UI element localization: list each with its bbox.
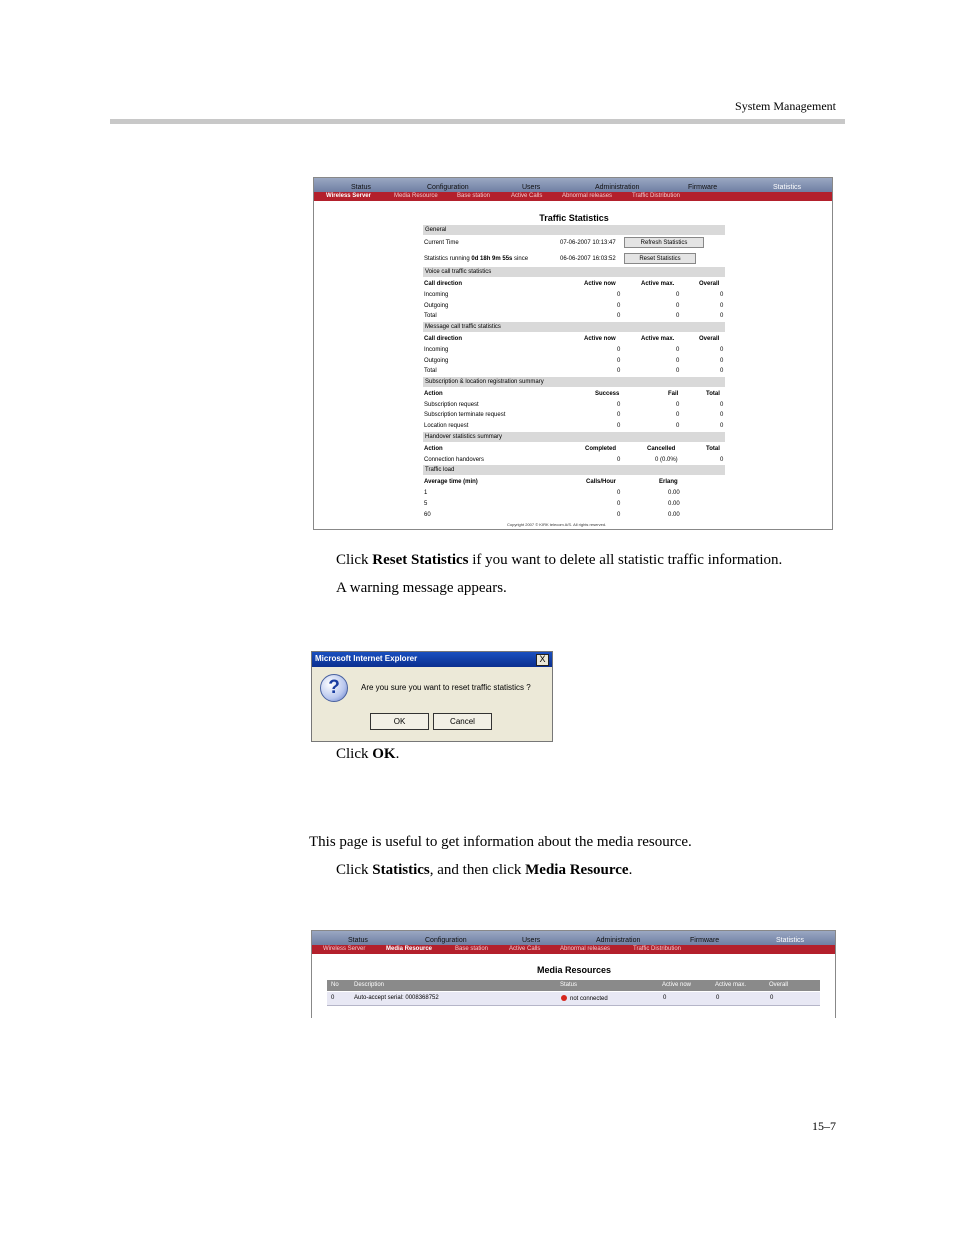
message-row-label: Total xyxy=(424,368,437,374)
voice-row-value: 0 xyxy=(617,313,621,319)
close-icon[interactable]: X xyxy=(536,654,549,666)
load-row-label: 1 xyxy=(424,490,428,496)
load-row-value: 0 xyxy=(617,501,621,507)
p5-mid: , and then click xyxy=(429,862,526,878)
col-active-now: Active now xyxy=(662,982,692,988)
p1-post: if you want to delete all statistic traffic information. xyxy=(468,552,783,568)
ok-button[interactable]: OK xyxy=(370,713,429,730)
load-row-label: 5 xyxy=(424,501,428,507)
cancel-button[interactable]: Cancel xyxy=(433,713,492,730)
nav-status[interactable]: Status xyxy=(351,184,371,191)
load-row-label: 60 xyxy=(424,512,431,518)
statistics-running xyxy=(424,255,528,263)
load-header: Calls/Hour xyxy=(586,479,617,485)
message-row-label: Outgoing xyxy=(424,358,449,364)
handover-header: Completed xyxy=(585,446,617,452)
p1-pre: Click xyxy=(336,552,373,568)
nav-users[interactable]: Users xyxy=(522,184,541,191)
subscription-row-value: 0 xyxy=(720,412,724,418)
p3-bold: OK xyxy=(372,746,396,762)
current-time-label: Current Time xyxy=(424,240,459,246)
voice-row-value: 0 xyxy=(720,303,724,309)
subnav-wireless-server[interactable]: Wireless Server xyxy=(326,193,371,199)
copyright: Copyright 2007 © KIRK telecom A/S. All rights reserved. xyxy=(507,522,607,527)
load-header: Erlang xyxy=(659,479,678,485)
nav-statistics[interactable]: Statistics xyxy=(773,184,802,191)
section-message: Message call traffic statistics xyxy=(423,322,725,332)
sub-nav xyxy=(312,945,835,954)
subscription-row-label: Subscription request xyxy=(424,402,479,408)
subscription-row-value: 0 xyxy=(617,412,621,418)
voice-header: Active max. xyxy=(641,281,675,287)
load-row-value: 0.00 xyxy=(668,512,680,518)
voice-row-value: 0 xyxy=(676,303,680,309)
media-resources-title: Media Resources xyxy=(536,965,612,975)
cell-overall: 0 xyxy=(770,995,774,1001)
p5-bold1: Statistics xyxy=(372,862,430,878)
message-header: Call direction xyxy=(424,336,463,342)
voice-row-label: Incoming xyxy=(424,292,449,298)
subscription-row-value: 0 xyxy=(676,412,680,418)
subscription-row-value: 0 xyxy=(720,402,724,408)
dialog-title: Microsoft Internet Explorer xyxy=(315,654,418,663)
subscription-header: Total xyxy=(706,391,720,397)
message-row-value: 0 xyxy=(676,347,680,353)
handover-row-value: 0 xyxy=(617,457,621,463)
handover-header: Cancelled xyxy=(647,446,676,452)
cell-status: not connected xyxy=(570,996,608,1002)
subscription-row-label: Subscription terminate request xyxy=(424,412,506,418)
message-row-value: 0 xyxy=(617,358,621,364)
nav-status[interactable]: Status xyxy=(348,937,368,944)
refresh-statistics-button[interactable]: Refresh Statistics xyxy=(624,237,704,248)
sub-nav xyxy=(314,192,832,201)
voice-row-value: 0 xyxy=(720,292,724,298)
p5-pre: Click xyxy=(336,862,373,878)
handover-header: Total xyxy=(706,446,720,452)
voice-row-label: Outgoing xyxy=(424,303,449,309)
subscription-row-label: Location request xyxy=(424,423,469,429)
load-row-value: 0 xyxy=(617,490,621,496)
subscription-header: Success xyxy=(595,391,620,397)
subnav-traffic-distribution[interactable]: Traffic Distribution xyxy=(633,946,682,952)
load-row-value: 0.00 xyxy=(668,501,680,507)
voice-row-label: Total xyxy=(424,313,437,319)
voice-header: Overall xyxy=(699,281,720,287)
cell-description: Auto-accept serial: 0008368752 xyxy=(354,995,439,1001)
subnav-abnormal-releases[interactable]: Abnormal releases xyxy=(560,946,611,952)
p5-bold2: Media Resource xyxy=(525,862,629,878)
section-voice: Voice call traffic statistics xyxy=(423,267,725,277)
voice-row-value: 0 xyxy=(617,303,621,309)
col-description: Description xyxy=(354,982,385,988)
main-nav xyxy=(314,178,832,192)
message-row-value: 0 xyxy=(720,347,724,353)
section-handover: Handover statistics summary xyxy=(423,432,725,442)
subnav-base-station[interactable]: Base station xyxy=(457,193,491,199)
message-header: Active now xyxy=(584,336,616,342)
subnav-base-station[interactable]: Base station xyxy=(455,946,489,952)
running-duration: 0d 18h 9m 55s xyxy=(471,256,513,262)
voice-row-value: 0 xyxy=(676,292,680,298)
nav-administration[interactable]: Administration xyxy=(596,937,641,944)
nav-firmware[interactable]: Firmware xyxy=(688,184,718,191)
paragraph-media-intro: This page is useful to get information about the media resource. xyxy=(309,834,692,850)
traffic-statistics-screenshot xyxy=(313,177,833,530)
confirm-dialog xyxy=(311,651,553,742)
page-number: 15–7 xyxy=(812,1119,836,1133)
subnav-wireless-server[interactable]: Wireless Server xyxy=(323,946,366,952)
paragraph-warning: A warning message appears. xyxy=(336,580,507,596)
current-time-value: 07-06-2007 10:13:47 xyxy=(560,240,616,246)
paragraph-click-ok xyxy=(336,746,399,763)
subnav-media-resource[interactable]: Media Resource xyxy=(386,946,433,952)
nav-statistics[interactable]: Statistics xyxy=(776,937,805,944)
nav-configuration[interactable]: Configuration xyxy=(425,937,467,944)
voice-row-value: 0 xyxy=(617,292,621,298)
subscription-header: Fail xyxy=(668,391,679,397)
header-divider xyxy=(110,119,845,124)
voice-header: Call direction xyxy=(424,281,463,287)
reset-statistics-button[interactable]: Reset Statistics xyxy=(624,253,696,264)
nav-firmware[interactable]: Firmware xyxy=(690,937,720,944)
message-row-value: 0 xyxy=(720,358,724,364)
nav-users[interactable]: Users xyxy=(522,937,541,944)
message-header: Active max. xyxy=(641,336,675,342)
message-row-value: 0 xyxy=(676,368,680,374)
message-row-value: 0 xyxy=(617,368,621,374)
nav-configuration[interactable]: Configuration xyxy=(427,184,469,191)
media-table-header xyxy=(327,980,820,991)
subscription-row-value: 0 xyxy=(720,423,724,429)
col-status: Status xyxy=(560,982,578,988)
running-suffix: since xyxy=(512,256,529,262)
running-prefix: Statistics running xyxy=(424,256,472,262)
header-title: System Management xyxy=(735,99,836,113)
handover-header: Action xyxy=(424,446,443,452)
nav-administration[interactable]: Administration xyxy=(595,184,640,191)
subscription-row-value: 0 xyxy=(676,402,680,408)
paragraph-media-instruction xyxy=(336,862,632,879)
subnav-abnormal-releases[interactable]: Abnormal releases xyxy=(562,193,613,199)
paragraph-reset-instruction xyxy=(336,552,782,569)
p1-bold: Reset Statistics xyxy=(372,552,469,568)
message-row-value: 0 xyxy=(720,368,724,374)
dialog-message: Are you sure you want to reset traffic statistics ? xyxy=(361,683,531,692)
voice-row-value: 0 xyxy=(676,313,680,319)
section-general: General xyxy=(423,225,725,235)
message-row-label: Incoming xyxy=(424,347,449,353)
load-row-value: 0 xyxy=(617,512,621,518)
message-row-value: 0 xyxy=(676,358,680,364)
section-subscription: Subscription & location registration summary xyxy=(423,377,725,387)
subscription-row-value: 0 xyxy=(617,423,621,429)
question-icon: ? xyxy=(320,674,348,702)
main-nav xyxy=(312,931,835,945)
handover-row-label: Connection handovers xyxy=(424,457,485,463)
voice-row-value: 0 xyxy=(720,313,724,319)
p3-pre: Click xyxy=(336,746,373,762)
subscription-row-value: 0 xyxy=(676,423,680,429)
subscription-row-value: 0 xyxy=(617,402,621,408)
cell-no: 0 xyxy=(331,995,335,1001)
p5-post: . xyxy=(628,862,633,878)
since-value: 06-06-2007 16:03:52 xyxy=(560,256,616,262)
message-header: Overall xyxy=(699,336,720,342)
voice-header: Active now xyxy=(584,281,616,287)
col-active-max: Active max. xyxy=(715,982,747,988)
subnav-active-calls[interactable]: Active Calls xyxy=(509,946,541,952)
traffic-statistics-title: Traffic Statistics xyxy=(539,213,609,223)
subnav-active-calls[interactable]: Active Calls xyxy=(511,193,543,199)
section-traffic-load: Traffic load xyxy=(423,465,725,475)
media-resources-screenshot xyxy=(311,930,836,1018)
col-no: No xyxy=(331,982,339,988)
cell-active-now: 0 xyxy=(663,995,667,1001)
cell-active-max: 0 xyxy=(716,995,720,1001)
handover-row-value: 0 xyxy=(720,457,724,463)
subnav-media-resource[interactable]: Media Resource xyxy=(394,193,438,199)
p3-post: . xyxy=(395,746,400,762)
subscription-header: Action xyxy=(424,391,443,397)
handover-row-value: 0 (0.0%) xyxy=(655,457,678,463)
load-row-value: 0.00 xyxy=(668,490,680,496)
col-overall: Overall xyxy=(769,982,789,988)
subnav-traffic-distribution[interactable]: Traffic Distribution xyxy=(632,193,681,199)
status-disconnected-icon xyxy=(561,995,567,1001)
message-row-value: 0 xyxy=(617,347,621,353)
table-row xyxy=(327,992,820,1006)
load-header: Average time (min) xyxy=(424,479,478,485)
